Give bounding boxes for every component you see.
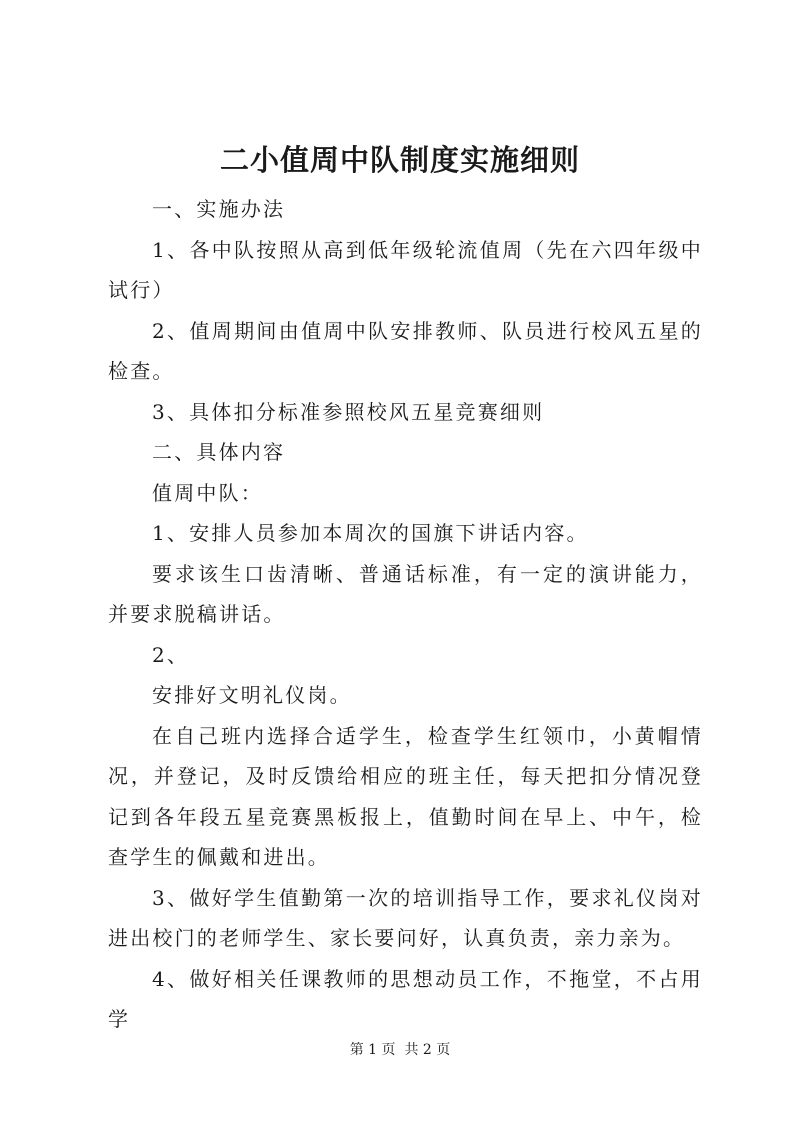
paragraph: 在自己班内选择合适学生，检查学生红领巾，小黄帽情况，并登记，及时反馈给相应的班主任，每天把扣分情况登记到各年段五星竞赛黑板报上，值勤时间在早上、中午，检查学生的佩戴和进出。 [108,723,703,869]
paragraph: 安排好文明礼仪岗。 [152,683,352,707]
document-body [108,189,703,1040]
paragraph: 值周中队： [152,480,263,505]
paragraph: 2、值周期间由值周中队安排教师、队员进行校风五星的检查。 [108,318,703,383]
paragraph: 3、具体扣分标准参照校风五星竞赛细则 [152,399,545,424]
page-number: 第 1 页 共 2 页 [349,1042,451,1058]
section-heading: 一、实施办法 [152,197,286,221]
paragraph: 3、做好学生值勤第一次的培训指导工作，要求礼仪岗对进出校门的老师学生、家长要问好，认真负责，亲力亲为。 [108,885,703,950]
paragraph: 4、做好相关任课教师的思想动员工作，不拖堂，不占用学 [108,966,703,1031]
paragraph: 2、 [152,642,190,667]
document-title: 二小值周中队制度实施细则 [219,143,580,177]
section-heading: 二、具体内容 [152,440,286,464]
page-footer [0,1040,800,1060]
paragraph: 1、安排人员参加本周次的国旗下讲话内容。 [152,521,589,545]
paragraph: 要求该生口齿清晰、普通话标准，有一定的演讲能力，并要求脱稿讲话。 [108,561,703,626]
paragraph: 1、各中队按照从高到低年级轮流值周（先在六四年级中试行） [108,237,703,302]
